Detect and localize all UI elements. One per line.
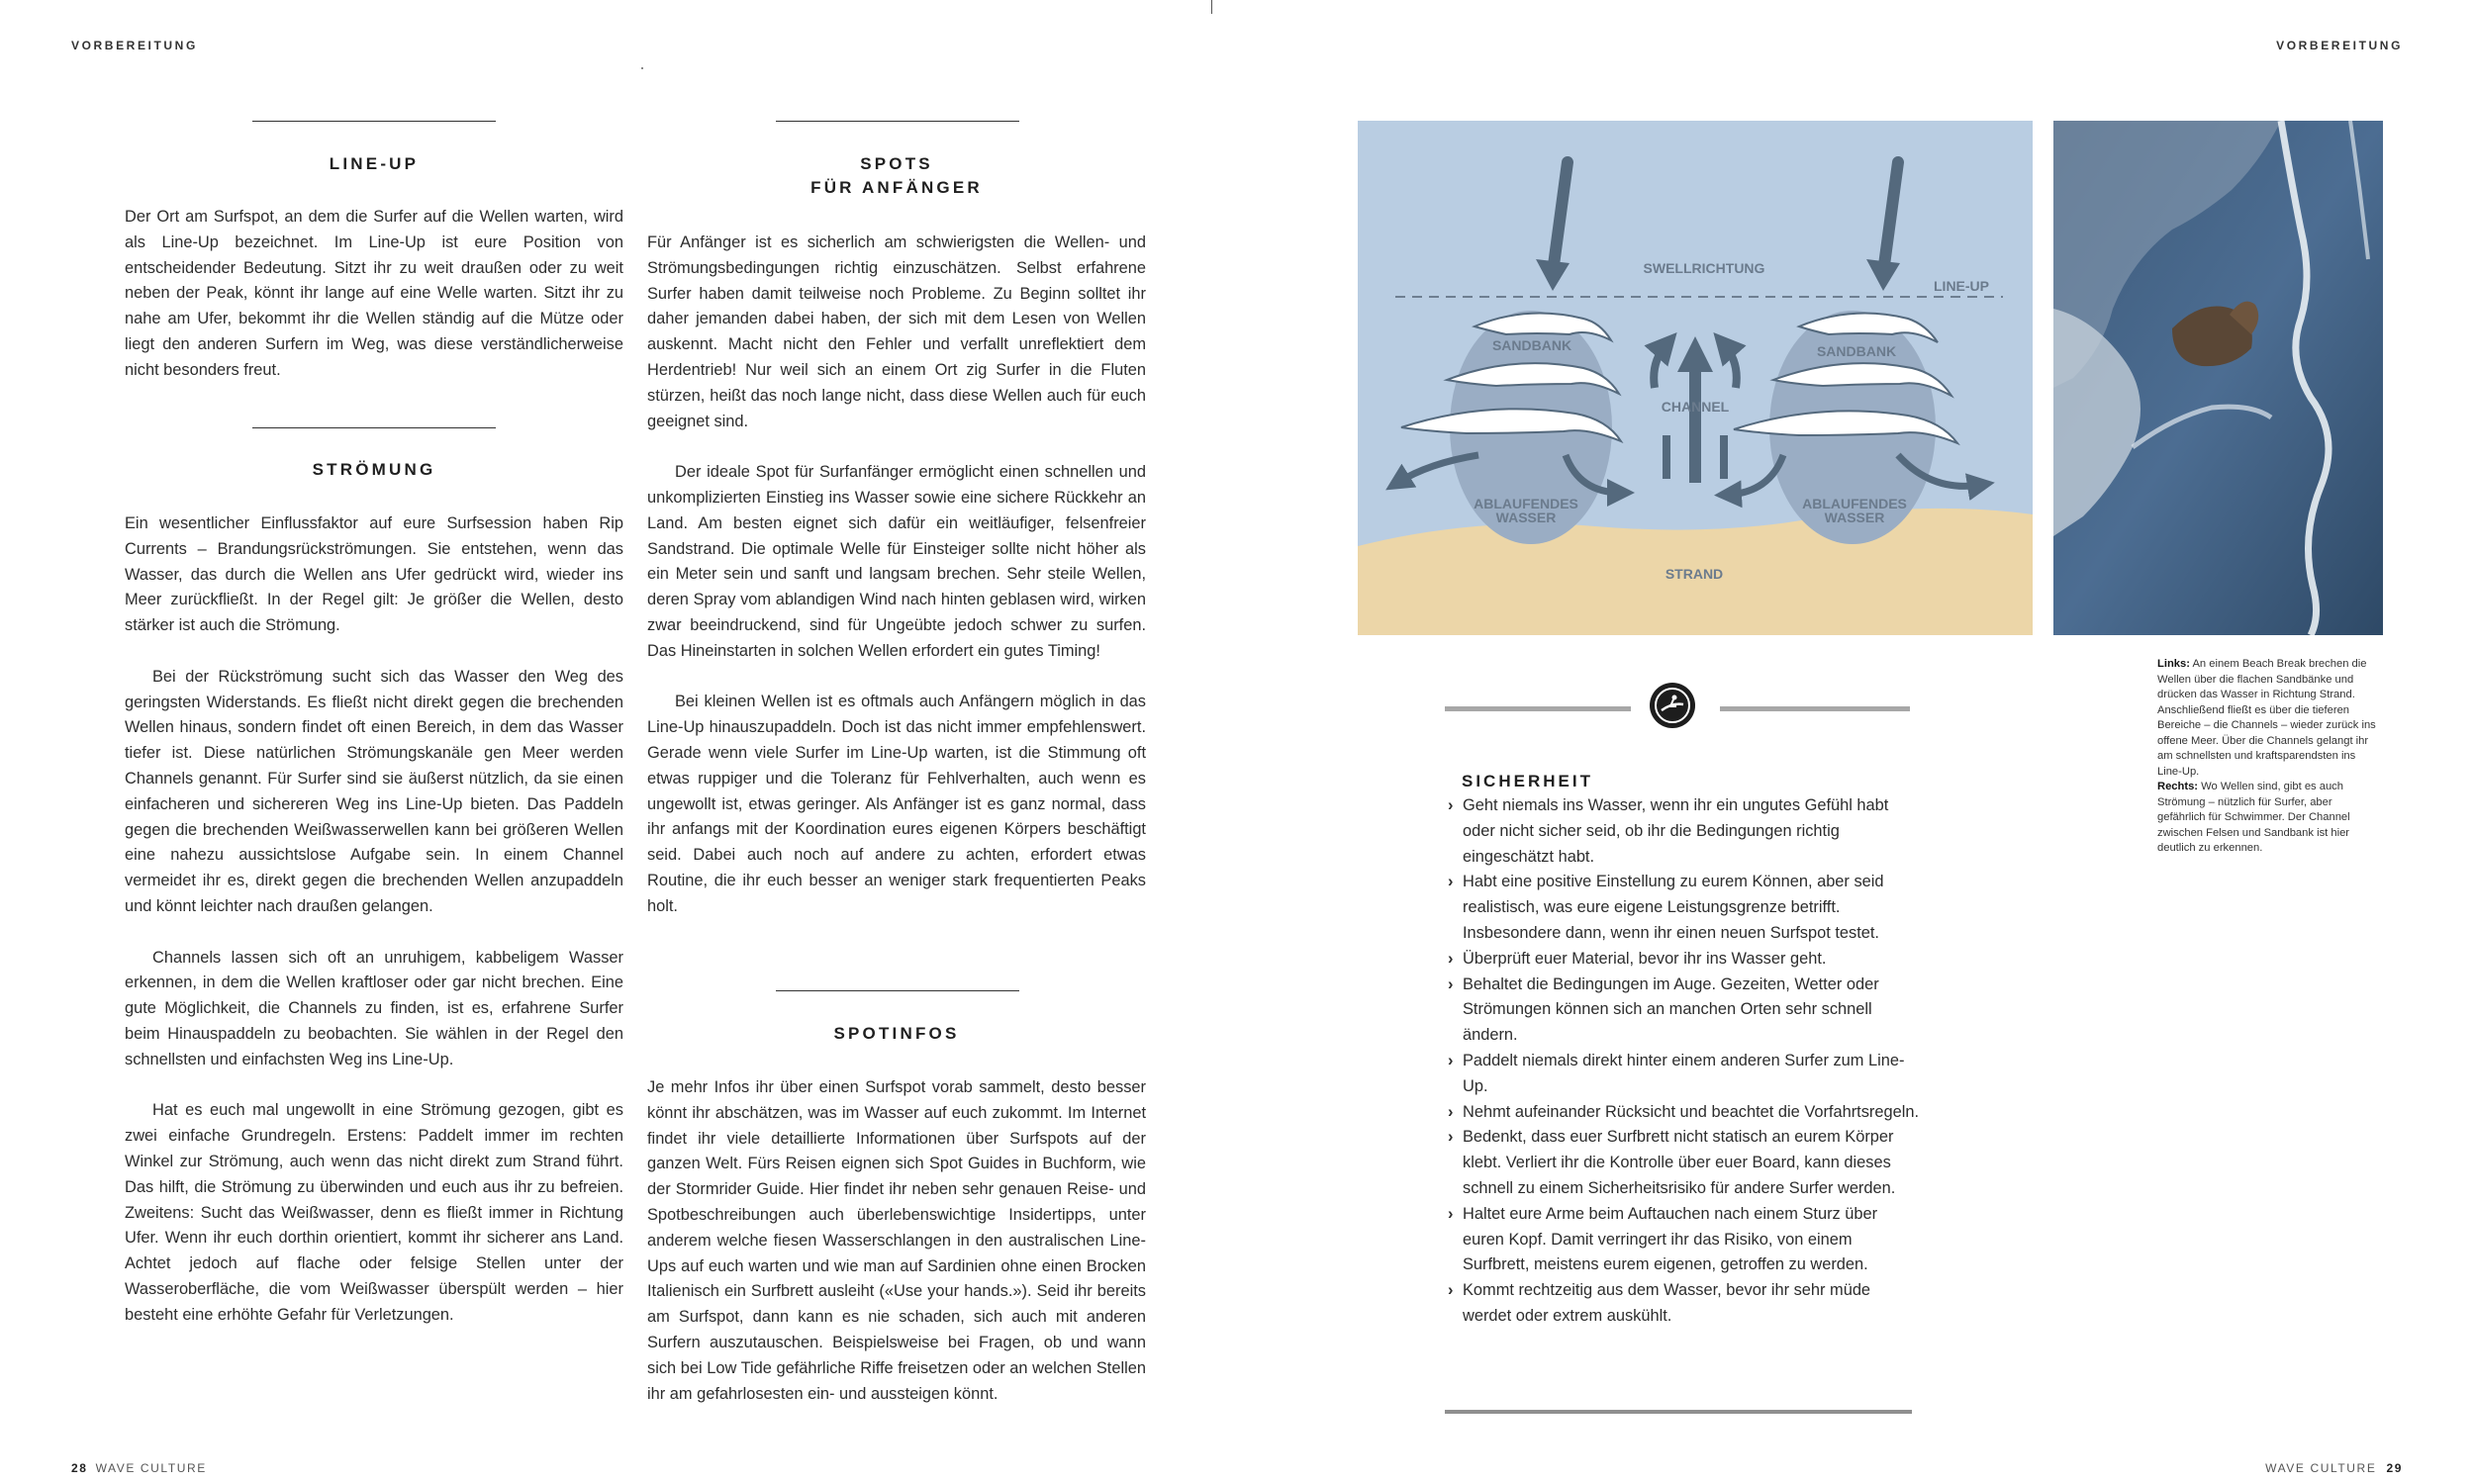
paragraph: Hat es euch mal ungewollt in eine Strömung gezogen, gibt es zwei einfache Grundregeln. Erstens: Paddelt immer im rechten Winkel zur Strömung, auch wenn das nicht direkt zum Strand führt. Das hilft, die Strömung zu überwinden und euch aus ihr zu befreien. Zweitens: Sucht das Weißwasser, denn es fließt immer in Richtung Ufer. Wenn ihr euch dorthin orientiert, kommt ihr sicherer ans Land. Achtet jedoch auf flache oder felsige Stellen unter der Wasseroberfläche, die vom Weißwasser überspült werden – hier besteht eine erhöhte Gefahr für Verletzungen. bbox=[125, 1101, 623, 1324]
image-caption bbox=[2157, 657, 2379, 857]
running-head-left: VORBEREITUNG bbox=[71, 39, 198, 52]
heading-spots bbox=[647, 152, 1146, 200]
list-item: › Paddelt niemals direkt hinter einem anderen Surfer zum Line-Up. bbox=[1447, 1049, 1922, 1100]
divider-bar-left bbox=[1445, 706, 1631, 711]
label-swellrichtung: SWELLRICHTUNG bbox=[1643, 260, 1765, 276]
aerial-surf-photo bbox=[2053, 121, 2383, 635]
list-item: › Haltet eure Arme beim Auftauchen nach einem Sturz über euren Kopf. Damit verringert ihr das Risiko, von einem Surfbrett, meistens eurem eigenen, getroffen zu werden. bbox=[1447, 1202, 1922, 1278]
diagram-svg bbox=[1358, 121, 2033, 635]
text-stroemung bbox=[125, 511, 623, 1329]
label-strand: STRAND bbox=[1665, 566, 1724, 582]
heading-sicherheit: SICHERHEIT bbox=[1462, 772, 1593, 790]
divider-spots bbox=[776, 121, 1019, 122]
magazine-name-left: WAVE CULTURE bbox=[95, 1461, 207, 1475]
list-item: › Kommt rechtzeitig aus dem Wasser, bevor ihr sehr müde werdet oder extrem auskühlt. bbox=[1447, 1278, 1922, 1330]
paragraph: Bei kleinen Wellen ist es oftmals auch Anfängern möglich in das Line-Up hinauszupaddeln. Doch ist das nicht immer empfehlenswert. Gerade wenn viele Surfer im Line-Up warten, ist die Stimmung oft etwas ruppiger und die Toleranz für Fehlverhalten, auch wenn es ungewollt ist, etwas geringer. Als Anfänger ist es ganz normal, dass ihr anfangs mit der Koordination eures eigenen Körpers beschäftigt seid. Dabei auch noch auf andere zu achten, erfordert etwas Routine, die ihr euch besser an weniger stark frequentierten Peaks holt. bbox=[647, 693, 1146, 915]
label-ablauf-right-2: WASSER bbox=[1824, 510, 1885, 525]
paragraph: Für Anfänger ist es sicherlich am schwierigsten die Wellen- und Strömungsbedingungen richtig einzuschätzen. Selbst erfahrene Surfer haben damit teilweise noch Probleme. Zu Beginn solltet ihr daher jemanden dabei haben, der sich mit dem Lesen von Wellen auskennt. Macht nicht den Fehler und verfallt unreflektiert dem Herdentrieb! Nur weil sich an einem Ort zig Surfer in die Fluten stürzen, heißt das noch lange nicht, dass diese Wellen auch für euch geeignet sind. bbox=[647, 233, 1146, 430]
heading-lineup: LINE-UP bbox=[329, 154, 420, 173]
list-item: › Nehmt aufeinander Rücksicht und beachtet die Vorfahrtsregeln. bbox=[1447, 1100, 1922, 1126]
heading-spotinfos: SPOTINFOS bbox=[833, 1024, 960, 1043]
caption-rechts-text: Wo Wellen sind, gibt es auch Strömung – nützlich für Surfer, aber gefährlich für Schwimmer. Der Channel zwischen Felsen und Sandbank ist hier deutlich zu erkennen. bbox=[2157, 781, 2350, 854]
heading-spots-line1: SPOTS bbox=[860, 154, 933, 173]
heading-spots-line2: FÜR ANFÄNGER bbox=[810, 178, 983, 197]
paragraph: Je mehr Infos ihr über einen Surfspot vorab sammelt, desto besser könnt ihr abschätzen, was im Wasser auf euch zukommt. Im Internet findet ihr viele detaillierte Informationen über Surfspots auf der ganzen Welt. Fürs Reisen eignen sich Spot Guides in Buchform, wie der Stormrider Guide. Hier findet ihr neben sehr genauen Reise- und Spotbeschreibungen auch überlebenswichtige Insidertipps, unter anderem welche fiesen Wasserschlangen in den australischen Line-Ups auf euch warten und wie man auf Sardinien ohne einen Brocken Italienisch ein Surfbrett ausleiht («Use your hands.»). Seid ihr bereits am Surfspot, dann kann es nie schaden, sich auch mit anderen Surfern auszutauschen. Beispielsweise bei Fragen, ob und wann sich bei Low Tide gefährliche Riffe freisetzen oder an welchen Stellen ihr am gefahrlosesten ein- und aussteigen könnt. bbox=[647, 1078, 1146, 1403]
divider-bar-right bbox=[1720, 706, 1910, 711]
caption-links-label: Links: bbox=[2157, 658, 2190, 670]
divider-lineup bbox=[252, 121, 496, 122]
label-sandbank-left: SANDBANK bbox=[1491, 337, 1572, 353]
paragraph: Channels lassen sich oft an unruhigem, kabbeligem Wasser erkennen, in dem die Wellen kraftloser oder gar nicht brechen. Eine gute Möglichkeit, die Channels zu finden, ist es, erfahrene Surfer beim Hinauspaddeln zu beobachten. Sie wählen in der Regel den schnellsten und einfachsten Weg ins Line-Up. bbox=[125, 948, 623, 1068]
paragraph: Ein wesentlicher Einflussfaktor auf eure Surfsession haben Rip Currents – Brandungsrückströmungen. Sie entstehen, wenn das Wasser, das durch die Wellen ans Ufer gedrückt wird, wieder ins Meer zurückfließt. In der Regel gilt: Je größer die Wellen, desto stärker ist auch die Strömung. bbox=[125, 514, 623, 635]
running-head-right: VORBEREITUNG bbox=[2276, 39, 2403, 52]
surfer-logo-badge bbox=[1650, 683, 1695, 728]
print-dot bbox=[641, 67, 643, 69]
label-channel: CHANNEL bbox=[1661, 399, 1730, 415]
folio-left bbox=[71, 1461, 207, 1475]
paragraph: Der ideale Spot für Surfanfänger ermöglicht einen schnellen und unkomplizierten Einstieg ins Wasser sowie eine sichere Rückkehr an Land. Am besten eignet sich dafür ein weitläufiger, felsenfreier Sandstrand. Die optimale Welle für Einsteiger sollte nicht höher als ein Meter sein und sanft und langsam brechen. Sehr steile Wellen, deren Spray vom ablandigen Wind nach hinten geblasen wird, wirken zwar beeindruckend, sind für Ungeübte jedoch schwer zu surfen. Das Hineinstarten in solchen Wellen erfordert ein gutes Timing! bbox=[647, 463, 1146, 660]
label-ablauf-right-1: ABLAUFENDES bbox=[1802, 496, 1907, 511]
paragraph: Bei der Rückströmung sucht sich das Wasser den Weg des geringsten Widerstands. Es fließt nicht direkt gegen die brechenden Wellen hinaus, sondern findet oft einen Bereich, in dem das Wasser tiefer ist. Diese natürlichen Strömungskanäle gen Meer werden Channels genannt. Für Surfer sind sie äußerst nützlich, da sie einen einfacheren und sichereren Weg ins Line-Up bieten. Das Paddeln gegen die brechenden Weißwasserwellen kann bei größeren Wellen eine nahezu aussichtslose Aufgabe sein. In einem Channel vermeidet ihr es, direkt gegen die brechenden Wellen anzupaddeln und könnt leichter nach draußen gelangen. bbox=[125, 667, 623, 915]
rip-current-diagram bbox=[1358, 121, 2033, 635]
page-number-left: 28 bbox=[71, 1461, 88, 1475]
magazine-name-right: WAVE CULTURE bbox=[2265, 1461, 2377, 1475]
text-spots bbox=[647, 231, 1146, 920]
page-fold-mark bbox=[1211, 0, 1212, 14]
label-ablauf-left-1: ABLAUFENDES bbox=[1474, 496, 1578, 511]
caption-links-text: An einem Beach Break brechen die Wellen über die flachen Sandbänke und drücken das Wasser in Richtung Strand. Anschließend fließt es über die tieferen Bereiche – die Channels – wieder zurück ins offene Meer. Über die Channels gelangt ihr am schnellsten und kraftsparendsten ins Line-Up. bbox=[2157, 658, 2376, 778]
list-item: › Überprüft euer Material, bevor ihr ins Wasser geht. bbox=[1447, 947, 1922, 973]
divider-spotinfos bbox=[776, 990, 1019, 991]
bottom-divider-bar bbox=[1445, 1410, 1912, 1414]
heading-stroemung: STRÖMUNG bbox=[312, 460, 436, 479]
paragraph: Der Ort am Surfspot, an dem die Surfer auf die Wellen warten, wird als Line-Up bezeichnet. Im Line-Up ist eure Position von entscheidender Bedeutung. Sitzt ihr zu weit draußen oder zu weit neben der Peak, könnt ihr lange auf eine Welle warten. Sitzt ihr zu nahe am Ufer, bekommt ihr die Wellen ständig auf die Mütze oder liegt den anderen Surfern im Weg, was diese verständlicherweise nicht besonders freut. bbox=[125, 208, 623, 379]
list-item: › Habt eine positive Einstellung zu eurem Können, aber seid realistisch, was eure eigene Leistungsgrenze betrifft. Insbesondere dann, wenn ihr einen neuen Surfspot testet. bbox=[1447, 870, 1922, 946]
text-lineup bbox=[125, 205, 623, 384]
list-item: › Behaltet die Bedingungen im Auge. Gezeiten, Wetter oder Strömungen können sich an manchen Orten sehr schnell ändern. bbox=[1447, 973, 1922, 1049]
label-ablauf-left-2: WASSER bbox=[1495, 510, 1557, 525]
caption-rechts-label: Rechts: bbox=[2157, 781, 2199, 792]
safety-list bbox=[1447, 793, 1922, 1330]
page-number-right: 29 bbox=[2386, 1461, 2403, 1475]
divider-stroemung bbox=[252, 427, 496, 428]
text-spotinfos bbox=[647, 1075, 1146, 1407]
label-lineup: LINE-UP bbox=[1934, 278, 1989, 294]
label-sandbank-right: SANDBANK bbox=[1816, 343, 1897, 359]
folio-right bbox=[2265, 1461, 2403, 1475]
list-item: › Bedenkt, dass euer Surfbrett nicht statisch an eurem Körper klebt. Verliert ihr die Kontrolle über euer Board, kann dieses schnell zu einem Sicherheitsrisiko für andere Surfer werden. bbox=[1447, 1125, 1922, 1201]
list-item: › Geht niemals ins Wasser, wenn ihr ein ungutes Gefühl habt oder nicht sicher seid, ob ihr die Bedingungen richtig eingeschätzt habt. bbox=[1447, 793, 1922, 870]
